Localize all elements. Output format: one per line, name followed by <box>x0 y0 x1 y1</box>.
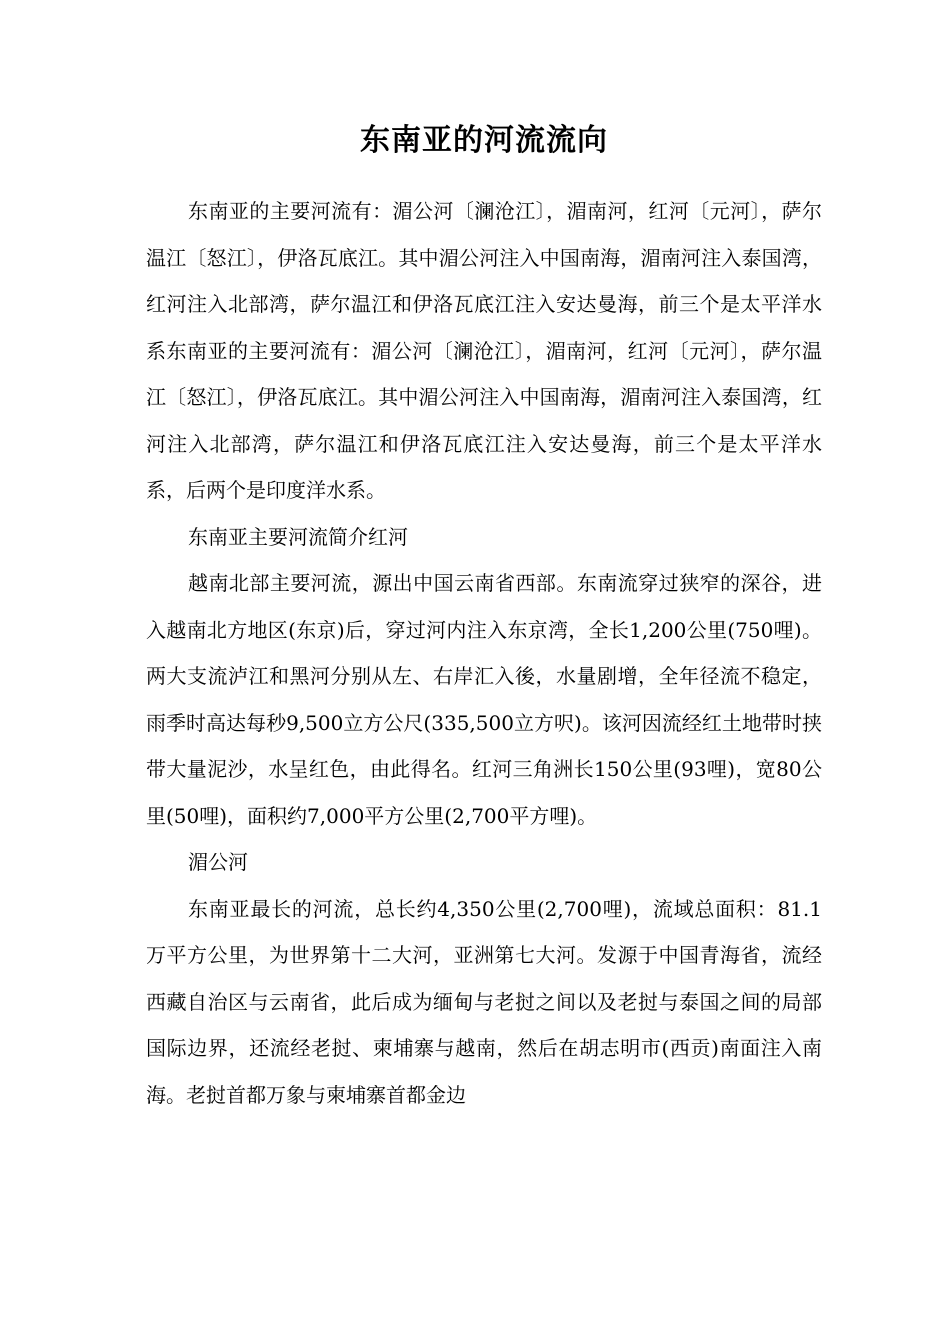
paragraph-main-rivers: 东南亚的主要河流有：湄公河〔澜沧江〕，湄南河，红河〔元河〕，萨尔温江〔怒江〕，伊洛瓦底江。其中湄公河注入中国南海，湄南河注入泰国湾，红河注入北部湾，萨尔温江和伊洛瓦底江注入安达曼海，前三个是太平洋水系东南亚的主要河流有：湄公河〔澜沧江〕，湄南河，红河〔元河〕，萨尔温江〔怒江〕，伊洛瓦底江。其中湄公河注入中国南海，湄南河注入泰国湾，红河注入北部湾，萨尔温江和伊洛瓦底江注入安达曼海，前三个是太平洋水系，后两个是印度洋水系。 <box>146 199 822 502</box>
document-body <box>146 118 822 1118</box>
section-heading-red-river: 东南亚主要河流简介红河 <box>188 524 408 549</box>
paragraph-mekong: 东南亚最长的河流，总长约4,350公里(2,700哩)，流域总面积：81.1万平方公里，为世界第十二大河，亚洲第七大河。发源于中国青海省，流经西藏自治区与云南省，此后成为缅甸与老挝之间以及老挝与泰国之间的局部国际边界，还流经老挝、柬埔寨与越南，然后在胡志明市(西贡)南面注入南海。老挝首都万象与柬埔寨首都金边 <box>146 896 822 1107</box>
paragraph-red-river: 越南北部主要河流，源出中国云南省西部。东南流穿过狭窄的深谷，进入越南北方地区(东京)后，穿过河内注入东京湾，全长1,200公里(750哩)。两大支流泸江和黑河分别从左、右岸汇入後，水量剧增，全年径流不稳定，雨季时高达每秒9,500立方公尺(335,500立方呎)。该河因流经红土地带时挟带大量泥沙，水呈红色，由此得名。红河三角洲长150公里(93哩)，宽80公里(50哩)，面积约7,000平方公里(2,700平方哩)。 <box>146 571 822 828</box>
document-title: 东南亚的河流流向 <box>360 123 608 158</box>
section-heading-mekong: 湄公河 <box>188 850 248 874</box>
